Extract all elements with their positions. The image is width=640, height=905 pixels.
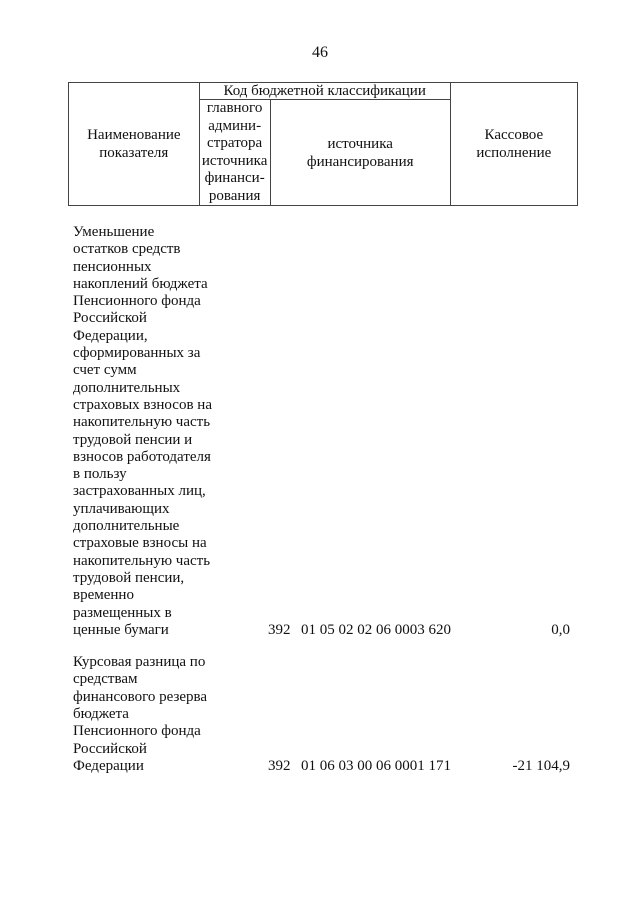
name-line: ценные бумаги — [73, 621, 169, 638]
row-name — [73, 224, 263, 639]
name-line: трудовой пенсии, — [73, 569, 185, 586]
source-code: 01 05 02 02 06 0003 620 — [301, 621, 451, 638]
header-name: Наименование показателя — [69, 83, 200, 206]
name-line: бюджета — [73, 706, 129, 723]
amount: 0,0 — [551, 621, 570, 638]
name-line: дополнительные — [73, 518, 180, 535]
name-line: накопительную часть — [73, 414, 211, 431]
row-name — [73, 654, 263, 775]
amount: -21 104,9 — [512, 757, 570, 774]
header-code-group: Код бюджетной классификации — [199, 83, 450, 100]
table-header — [68, 82, 578, 206]
name-line: взносов работодателя — [73, 448, 211, 465]
name-line: уплачивающих — [73, 500, 170, 517]
source-code: 01 06 03 00 06 0001 171 — [301, 757, 451, 774]
name-line: Федерации — [73, 757, 144, 774]
name-line: Российской — [73, 740, 147, 757]
name-line: страховые взносы на — [73, 535, 207, 552]
name-line: Пенсионного фонда — [73, 293, 201, 310]
table-body — [73, 224, 578, 790]
table-row — [73, 224, 578, 639]
name-line: Пенсионного фонда — [73, 723, 201, 740]
name-line: накоплений бюджета — [73, 275, 208, 292]
header-amount: Кассовое исполнение — [450, 83, 577, 206]
name-line: пенсионных — [73, 258, 152, 275]
name-line: Уменьшение — [73, 224, 155, 240]
name-line: Российской — [73, 310, 147, 327]
name-line: дополнительных — [73, 379, 181, 396]
name-line: Курсовая разница по — [73, 654, 206, 671]
name-line: финансового резерва — [73, 688, 208, 705]
name-line: накопительную часть — [73, 552, 211, 569]
name-line: размещенных в — [73, 604, 172, 621]
name-line: средствам — [73, 671, 138, 688]
header-admin: главного админи- стратора источника финанси- рования — [199, 100, 270, 206]
name-line: остатков средств — [73, 241, 181, 258]
admin-code: 392 — [268, 757, 291, 774]
admin-code: 392 — [268, 621, 291, 638]
name-line: страховых взносов на — [73, 396, 212, 413]
page-number: 46 — [312, 44, 328, 61]
name-line: сформированных за — [73, 345, 201, 362]
table-row — [73, 654, 578, 775]
name-line: трудовой пенсии и — [73, 431, 193, 448]
name-line: временно — [73, 587, 134, 604]
name-line: в пользу — [73, 466, 127, 483]
header-source: источника финансирования — [270, 100, 450, 206]
name-line: счет сумм — [73, 362, 137, 379]
name-line: Федерации, — [73, 327, 148, 344]
name-line: застрахованных лиц, — [73, 483, 206, 500]
